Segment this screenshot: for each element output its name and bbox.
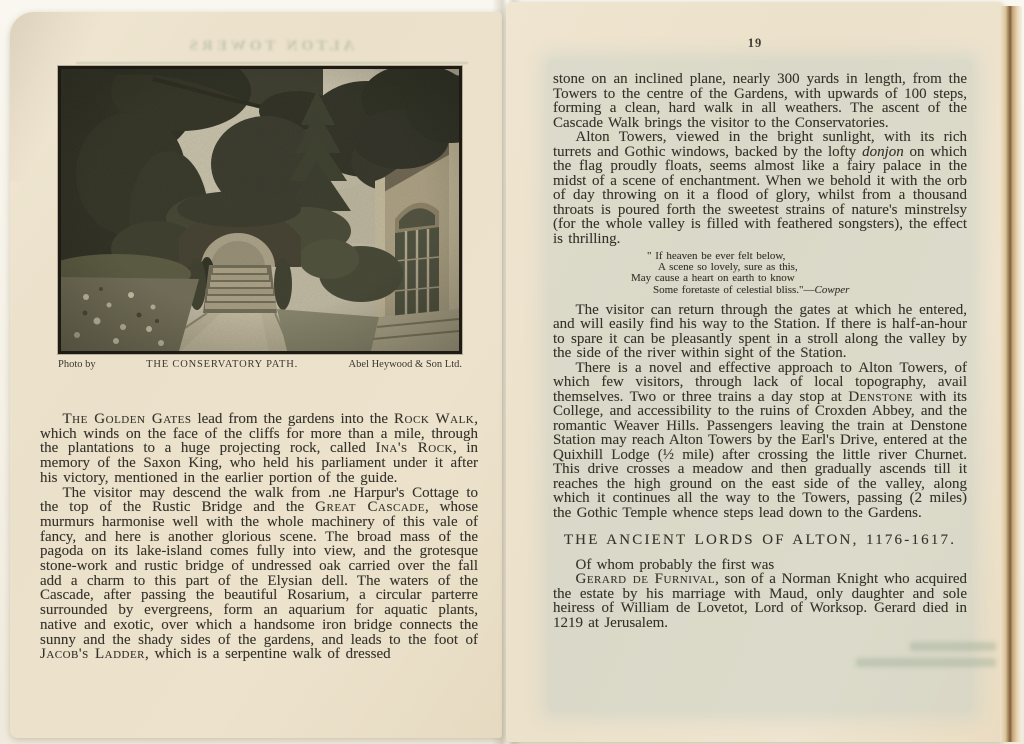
poem-line: " If heaven be ever felt below,	[647, 250, 786, 262]
poem-line: May cause a heart on earth to know	[631, 272, 795, 285]
caption-photo-by: Photo by	[58, 359, 96, 370]
paragraph-alton-towers-view: Alton Towers, viewed in the bright sunlight, with its rich turrets and Gothic windows, backed by the lofty donjon on which the flag proudly floats, seems almost like a fairy palace in the midst of a scene of enchantment. When we behold it with the orb of day throwing on it a flood of glory, whilst from a thousand throats is poured forth the sweetest strains of nature's minstrelsy (for the whole valley is filled with feathered songsters), the effect is thrilling.	[553, 129, 967, 247]
photo-caption	[58, 359, 462, 370]
left-page	[10, 12, 502, 738]
paragraph-denstone-approach: There is a novel and effective approach to Alton Towers, of which few visitors, through lack of local topography, avail themselves. Two or three trains a day stop at Denstone with its College, and accessibility to the ruins of Croxden Abbey, and the romantic Weaver Hills. Passengers leaving the train at Denstone Station may reach Alton Towers by the Earl's Drive, entered at the Quixhill Lodge (½ mile) after crossing the little river Churnet. This drive crosses a meadow and then gradually ascends till it reaches the high ground on the east side of the valley, along which it continues all the way to the Towers, passing (2 miles) the Gothic Temple whence steps lead down to the Gardens.	[553, 359, 967, 521]
caption-credit: Abel Heywood & Son Ltd.	[348, 359, 462, 370]
section-heading-ancient-lords: THE ANCIENT LORDS OF ALTON, 1176-1617.	[563, 532, 957, 549]
ghost-show-through-text: ALTON TOWERS	[185, 38, 355, 54]
book-cover-edge	[0, 548, 20, 744]
cowper-poem	[631, 251, 967, 296]
right-page-text	[553, 72, 967, 630]
poem-line: A scene so lovely, sure as this,	[658, 261, 798, 274]
paragraph-cascade-walk: The visitor may descend the walk from .ne Harpur's Cottage to the top of the Rustic Bridge and the Great Cascade, whose murmurs harmonise well with the whole machinery of this vale of fancy, and here is another glorious scene. The broad mass of the pagoda on its lake-island comes fully into view, and the grotesque stone-work and rustic bridge of undressed oak carried over the fall add a charm to this part of the Elysian dell. The waters of the Cascade, after passing the beautiful Rosarium, a circular parterre surrounded by evergreens, form an aquarium for aquatic plants, native and exotic, over which a handsome iron bridge connects the sunny and the shady sides of the gardens, and leads to the foot of Jacob's Ladder, which is a serpentine walk of dressed	[40, 484, 479, 663]
book-page-edges	[1000, 6, 1022, 742]
left-page-text	[40, 412, 478, 662]
ghost-show-through-line	[856, 658, 996, 667]
poem-line: Some foretaste of celestial bliss."—Cowper	[653, 283, 850, 296]
paragraph-lords-intro: Of whom probably the first was	[575, 556, 775, 573]
paragraph-gerard-de-furnival: Gerard de Furnival, son of a Norman Knight who acquired the estate by his marriage with Maud, only daughter and sole heiress of William de Lovetot, Lord of Worksop. Gerard died in 1219 at Jerusalem.	[553, 571, 967, 631]
caption-title: THE CONSERVATORY PATH.	[146, 359, 299, 370]
paragraph-return-station: The visitor can return through the gates at which he entered, and will easily find his way to the Station. If there is half-an-hour to spare it can be pleasantly spent in a stroll along the valley by the side of the river within sight of the Station.	[553, 301, 967, 362]
photo-scene-illustration	[61, 69, 459, 351]
paragraph-cascade-ascent: stone on an inclined plane, nearly 300 yards in length, from the Towers to the centre of the Gardens, with upwards of 100 steps, forming a clean, hard walk in all weathers. The ascent of the Cascade Walk brings the visitor to the Conservatories.	[553, 71, 967, 131]
conservatory-path-photo	[58, 66, 462, 354]
page-number: 19	[747, 36, 763, 50]
paragraph-golden-gates: The Golden Gates lead from the gardens into the Rock Walk, which winds on the face of the cliffs for more than a mile, through the plantations to a huge projecting rock, called Ina's Rock, in memory of the Saxon King, who held his parliament under it after his victory, mentioned in the earlier portion of the guide.	[40, 411, 479, 486]
ghost-show-through-line	[910, 642, 996, 651]
right-page	[506, 2, 1004, 742]
ghost-show-through-rule	[76, 62, 468, 64]
